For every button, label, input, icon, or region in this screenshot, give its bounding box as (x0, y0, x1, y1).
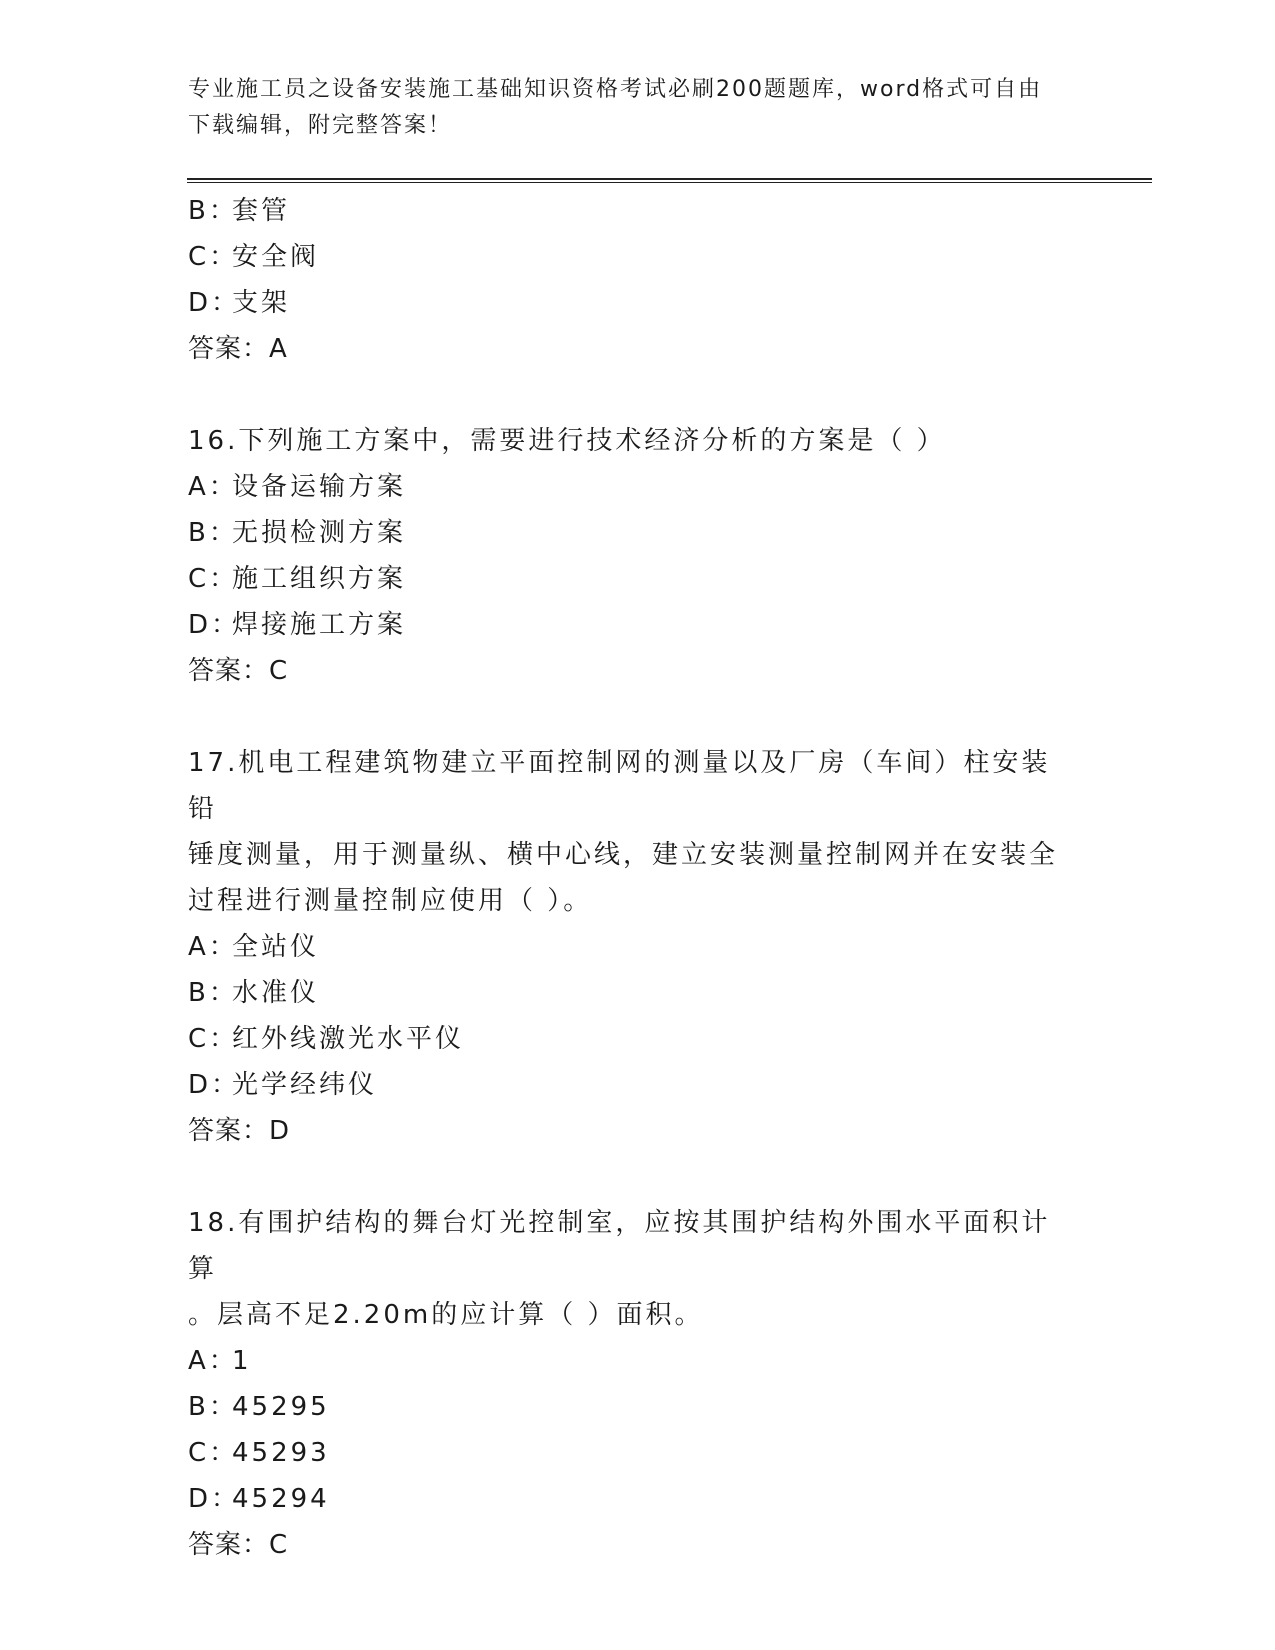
option-text: 焊接施工方案 (232, 610, 407, 640)
document-header (188, 72, 1068, 144)
question-text-line: 。层高不足2.20m的应计算（ ）面积。 (188, 1300, 704, 1330)
option-label: D： (188, 610, 241, 640)
question-text-line: 过程进行测量控制应使用（ ）。 (188, 886, 593, 916)
option-a (188, 924, 1088, 970)
option-d (188, 1476, 1088, 1522)
option-label: C： (188, 564, 239, 594)
question-text-line: 17.机电工程建筑物建立平面控制网的测量以及厂房（车间）柱安装铅 (188, 748, 1051, 824)
question-text-line: 18.有围护结构的舞台灯光控制室，应按其围护结构外围水平面积计算 (188, 1208, 1051, 1284)
header-line-2: 下载编辑，附完整答案！ (188, 113, 453, 138)
option-b (188, 510, 1088, 556)
answer: 答案：C (188, 1530, 289, 1560)
option-text: 支架 (232, 288, 291, 318)
spacer (188, 1154, 1088, 1200)
option-d (188, 1062, 1088, 1108)
option-label: D： (188, 288, 241, 318)
option-label: C： (188, 1024, 239, 1054)
option-text: 1 (232, 1346, 252, 1376)
question-18 (188, 1200, 1088, 1568)
option-text: 水准仪 (232, 978, 320, 1008)
option-text: 45294 (232, 1484, 330, 1514)
option-d (188, 602, 1088, 648)
spacer (188, 372, 1088, 418)
header-divider (187, 178, 1152, 183)
option-b (188, 970, 1088, 1016)
option-text: 光学经纬仪 (232, 1070, 378, 1100)
option-text: 全站仪 (232, 932, 320, 962)
option-text: 施工组织方案 (232, 564, 407, 594)
option-text: 45295 (232, 1392, 330, 1422)
option-label: A： (188, 1346, 238, 1376)
option-label: C： (188, 242, 239, 272)
question-text-line: 锤度测量，用于测量纵、横中心线，建立安装测量控制网并在安装全 (188, 840, 1059, 870)
question-16 (188, 418, 1088, 694)
option-text: 套管 (232, 196, 291, 226)
option-c (188, 556, 1088, 602)
option-a (188, 1338, 1088, 1384)
option-text: 设备运输方案 (232, 472, 407, 502)
option-label: A： (188, 932, 238, 962)
header-line-1: 专业施工员之设备安装施工基础知识资格考试必刷200题题库，word格式可自由 (188, 77, 1043, 102)
option-text: 红外线激光水平仪 (232, 1024, 465, 1054)
answer: 答案：A (188, 334, 288, 364)
option-b (188, 188, 1088, 234)
option-text: 无损检测方案 (232, 518, 407, 548)
question-text: 16.下列施工方案中，需要进行技术经济分析的方案是（ ） (188, 426, 946, 456)
option-label: D： (188, 1484, 241, 1514)
option-label: C： (188, 1438, 239, 1468)
question-17 (188, 740, 1088, 1154)
answer: 答案：D (188, 1116, 291, 1146)
option-a (188, 464, 1088, 510)
option-label: B： (188, 196, 238, 226)
option-b (188, 1384, 1088, 1430)
option-label: A： (188, 472, 238, 502)
option-text: 安全阀 (232, 242, 320, 272)
option-c (188, 1430, 1088, 1476)
question-15-options (188, 188, 1088, 372)
answer: 答案：C (188, 656, 289, 686)
option-label: B： (188, 518, 238, 548)
option-label: D： (188, 1070, 241, 1100)
option-label: B： (188, 1392, 238, 1422)
question-list (188, 188, 1088, 1568)
spacer (188, 694, 1088, 740)
option-c (188, 234, 1088, 280)
option-c (188, 1016, 1088, 1062)
option-text: 45293 (232, 1438, 330, 1468)
option-label: B： (188, 978, 238, 1008)
option-d (188, 280, 1088, 326)
